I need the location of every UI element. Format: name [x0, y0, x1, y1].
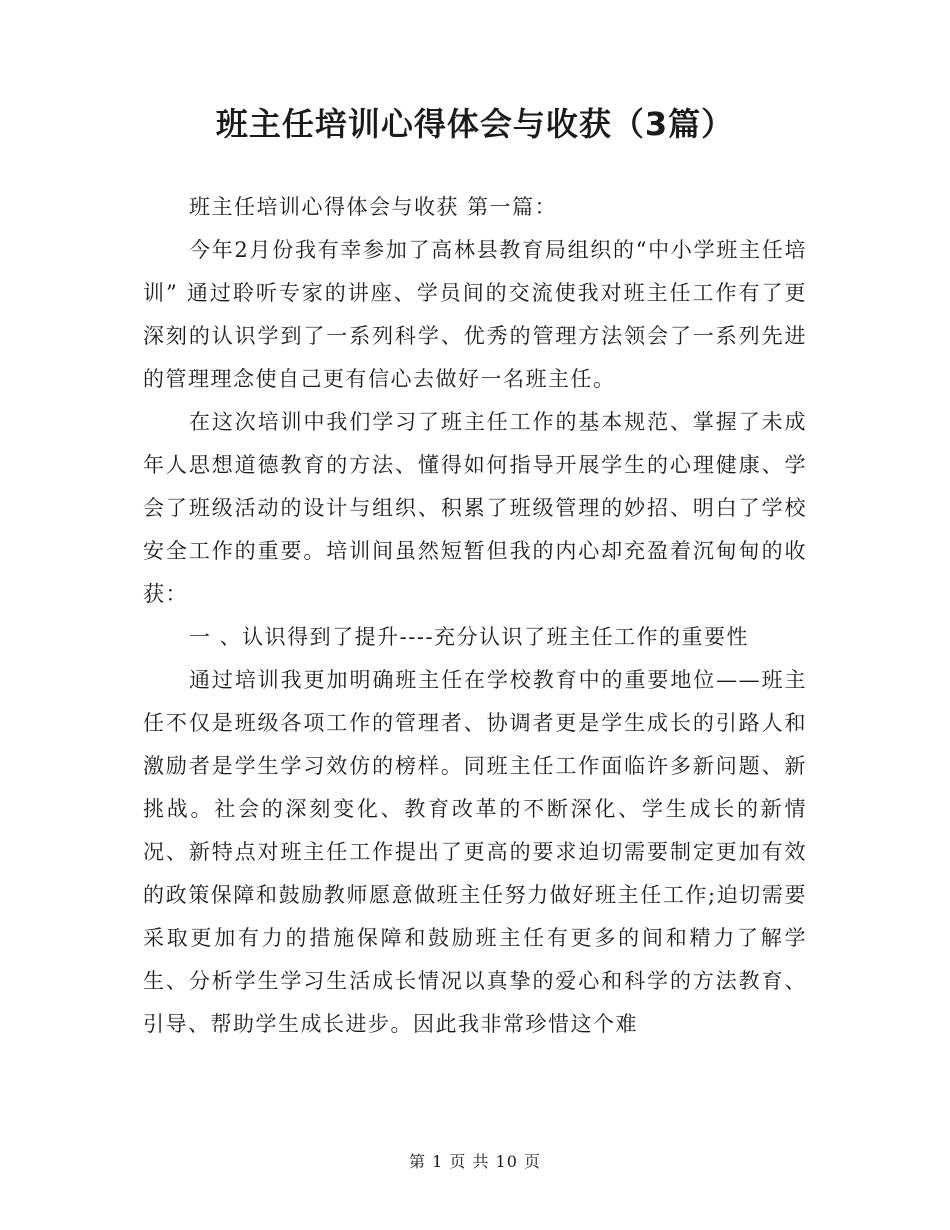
document-title: 班主任培训心得体会与收获（3篇） [215, 105, 735, 143]
paragraph-subheading: 一 、认识得到了提升----充分认识了班主任工作的重要性 [189, 625, 750, 649]
paragraph: 今年2月份我有幸参加了高林县教育局组织的“中小学班主任培训” 通过聆听专家的讲座、学员间的交流使我对班主任工作有了更深刻的认识学到了一系列科学、优秀的管理方法领会了一系列先进的管理理念使自己更有信心去做好一名班主任。 [143, 238, 807, 391]
paragraph: 通过培训我更加明确班主任在学校教育中的重要地位——班主任不仅是班级各项工作的管理者、协调者更是学生成长的引路人和激励者是学生学习效仿的榜样。同班主任工作面临许多新问题、新挑战。社会的深刻变化、教育改革的不断深化、学生成长的新情况、新特点对班主任工作提出了更高的要求迫切需要制定更加有效的政策保障和鼓励教师愿意做班主任努力做好班主任工作;迫切需要采取更加有力的措施保障和鼓励班主任有更多的间和精力了解学生、分析学生学习生活成长情况以真挚的爱心和科学的方法教育、引导、帮助学生成长进步。因此我非常珍惜这个难 [143, 668, 807, 1036]
document-body [143, 186, 807, 1046]
paragraph: 在这次培训中我们学习了班主任工作的基本规范、掌握了未成年人思想道德教育的方法、懂得如何指导开展学生的心理健康、学会了班级活动的设计与组织、积累了班级管理的妙招、明白了学校安全工作的重要。培训间虽然短暂但我的内心却充盈着沉甸甸的收获： [143, 410, 807, 606]
paragraph-section-heading: 班主任培训心得体会与收获 第一篇： [189, 195, 558, 219]
page-number-footer: 第 1 页 共 10 页 [409, 1152, 541, 1171]
